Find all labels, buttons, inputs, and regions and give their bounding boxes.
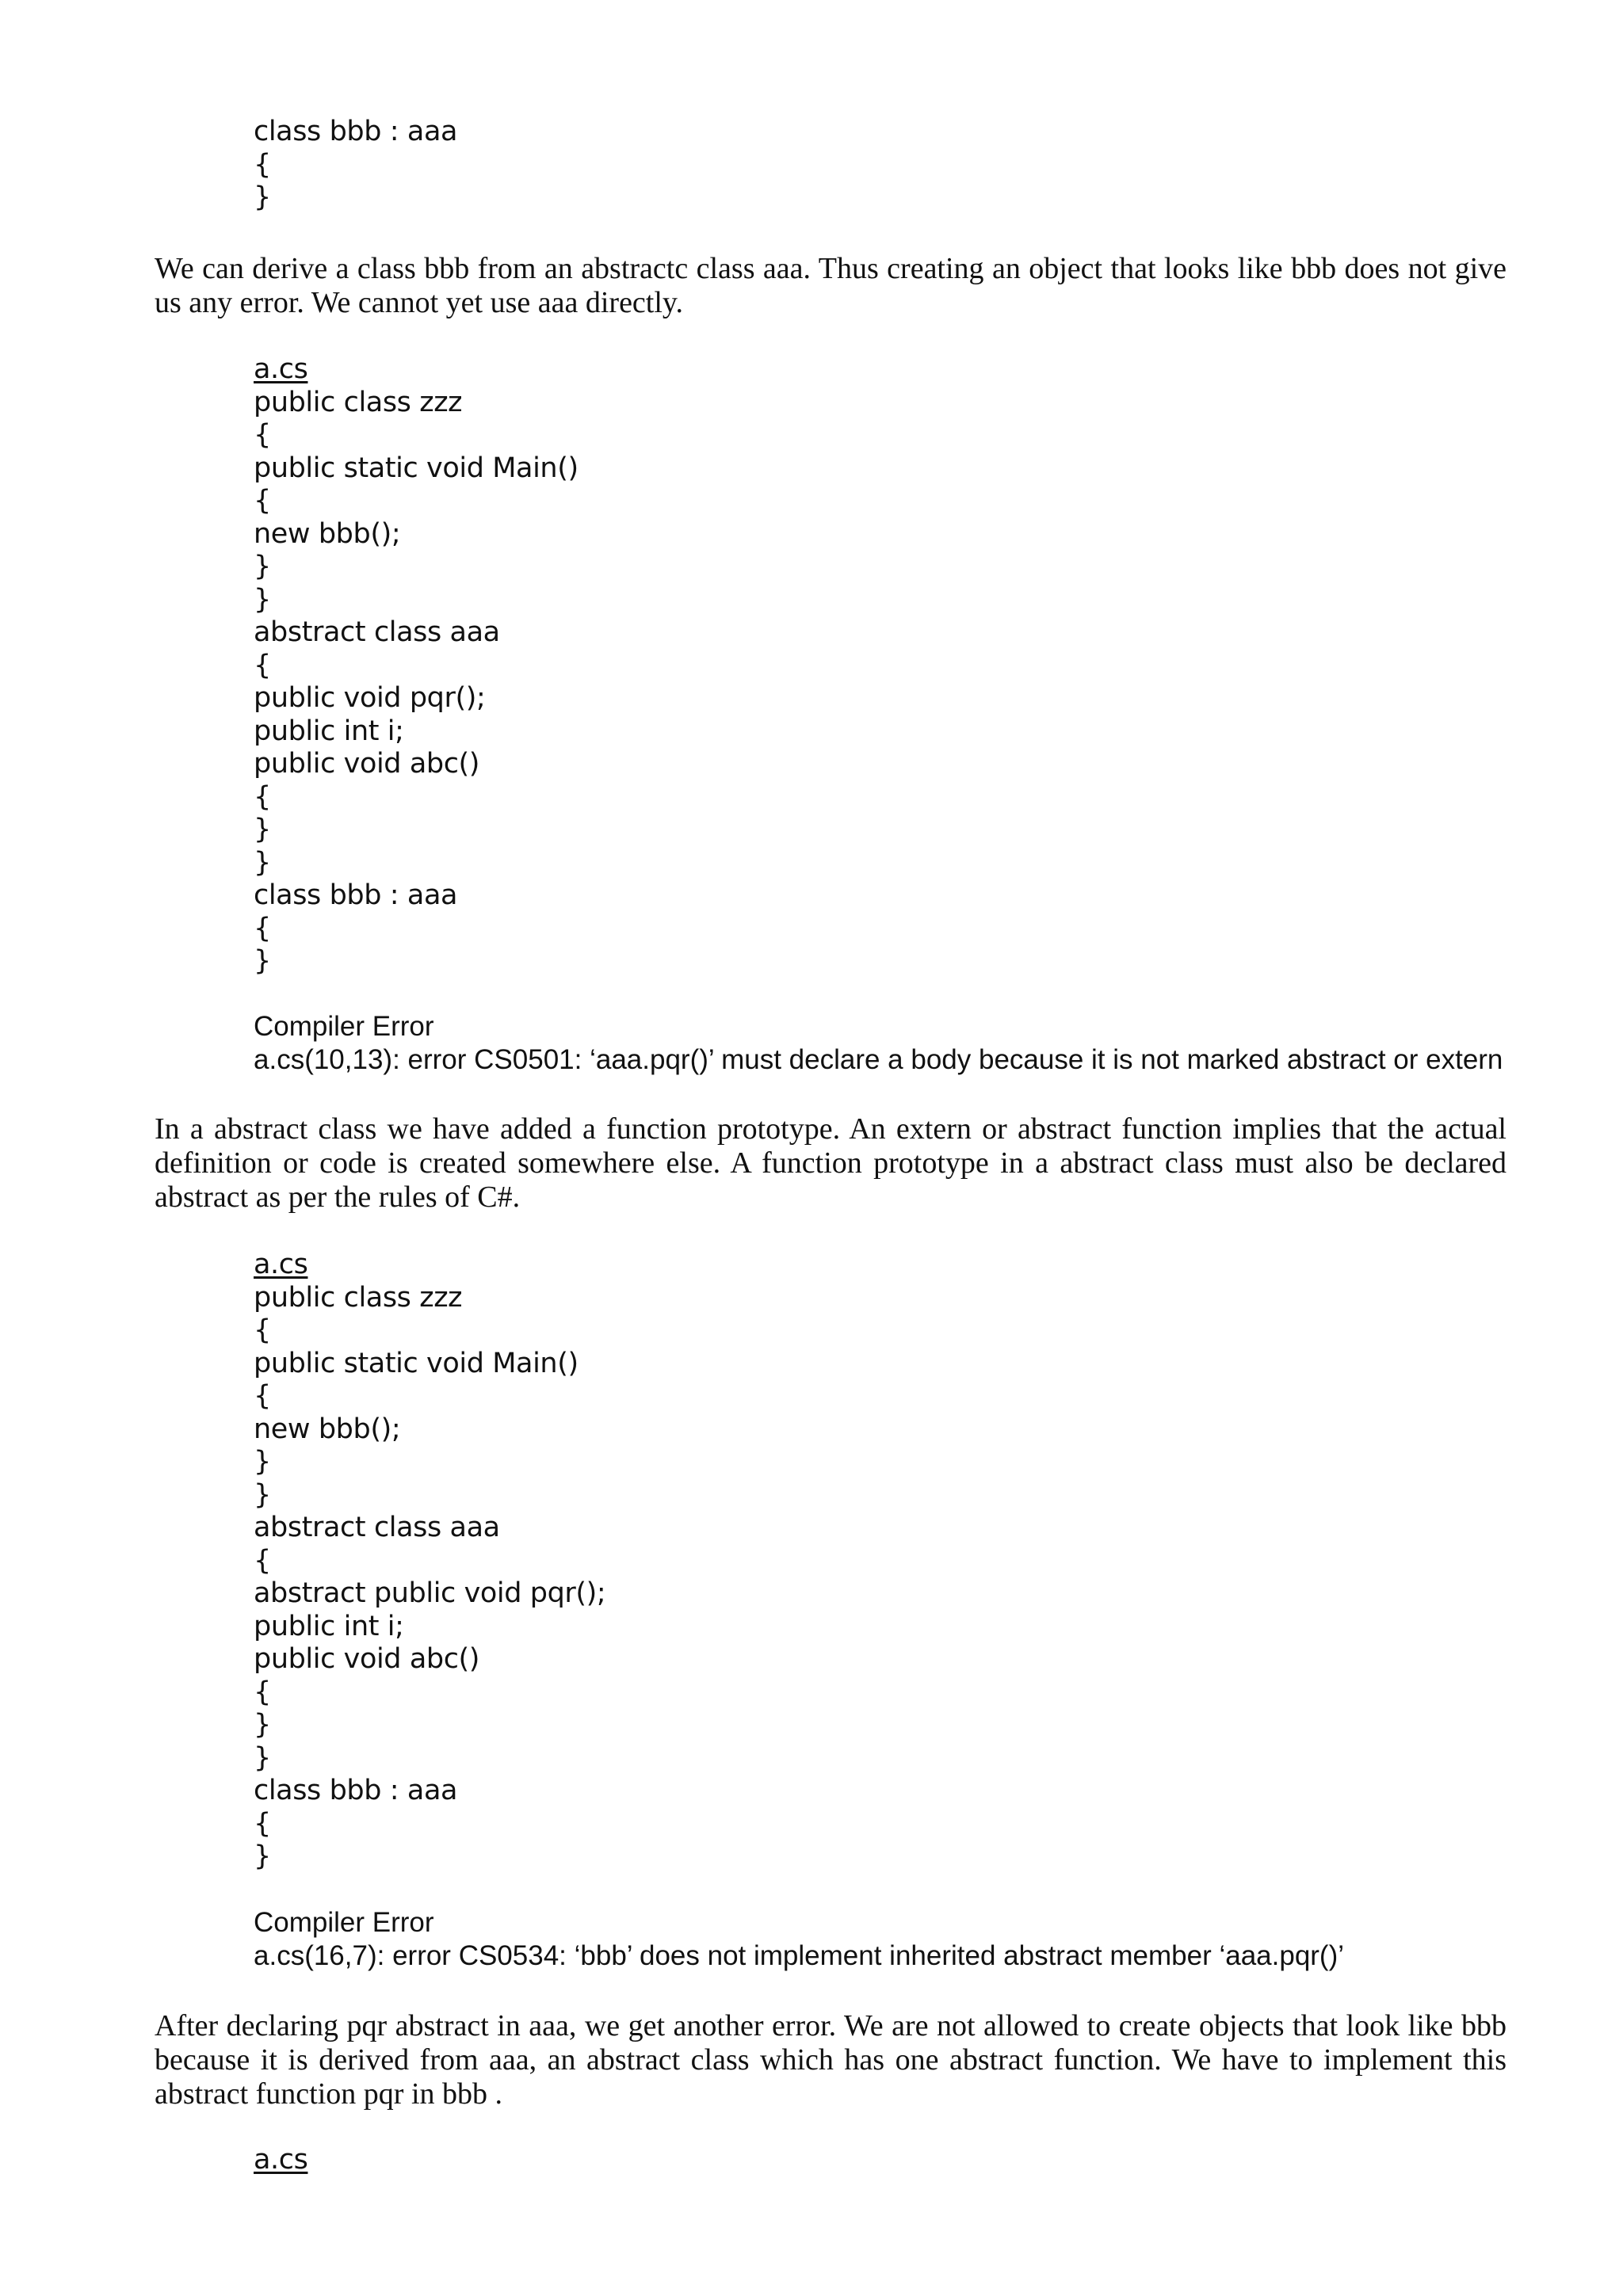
code-line: }: [254, 945, 271, 977]
code-line: {: [254, 1314, 271, 1346]
code-line: }: [254, 1741, 271, 1774]
code-line: abstract public void pqr();: [254, 1577, 606, 1609]
code-line: }: [254, 814, 271, 845]
code-line: public void abc(): [254, 1643, 480, 1675]
code-line: class bbb : aaa: [254, 116, 458, 147]
code-line: }: [254, 181, 271, 213]
code-line: abstract class aaa: [254, 616, 500, 648]
code-line: }: [254, 583, 271, 616]
code-line: public void abc(): [254, 748, 480, 780]
code-line: public int i;: [254, 1610, 404, 1642]
code-line: public class zzz: [254, 386, 463, 418]
compiler-error-message: a.cs(10,13): error CS0501: ‘aaa.pqr()’ must declare a body because it is not marked abstract or extern: [254, 1043, 1503, 1075]
code-line: public static void Main(): [254, 1347, 579, 1379]
code-block-3: [254, 1249, 605, 1874]
code-line: public static void Main(): [254, 452, 579, 484]
code-block-2: [254, 353, 579, 978]
code-line: {: [254, 148, 271, 181]
code-line: {: [254, 1676, 271, 1708]
code-line: {: [254, 780, 271, 813]
code-line: }: [254, 1709, 271, 1741]
compiler-error-message: a.cs(16,7): error CS0534: ‘bbb’ does not implement inherited abstract member ‘aaa.pqr()’: [254, 1939, 1345, 1971]
compiler-error-title: Compiler Error: [254, 1907, 434, 1938]
code-block-4: [254, 2144, 307, 2177]
file-label: a.cs: [254, 2144, 308, 2176]
file-label: a.cs: [254, 1249, 308, 1280]
paragraph-1: We can derive a class bbb from an abstractc class aaa. Thus creating an object that looks like bbb does not give us any error. We cannot yet use aaa directly.: [155, 252, 1507, 319]
code-line: abstract class aaa: [254, 1512, 500, 1543]
code-line: new bbb();: [254, 1413, 401, 1445]
code-line: public void pqr();: [254, 682, 486, 714]
code-line: }: [254, 846, 271, 879]
file-label: a.cs: [254, 353, 308, 385]
compiler-error-title: Compiler Error: [254, 1011, 434, 1042]
code-line: {: [254, 1807, 271, 1840]
code-line: {: [254, 649, 271, 681]
code-line: }: [254, 1840, 271, 1872]
code-line: class bbb : aaa: [254, 879, 458, 911]
code-line: public class zzz: [254, 1281, 463, 1314]
paragraph-2: In a abstract class we have added a function prototype. An extern or abstract function implies that the actual definition or code is created somewhere else. A function prototype in a abstract class must also be declared abstract as per the rules of C#.: [155, 1112, 1507, 1214]
code-line: {: [254, 912, 271, 944]
compiler-error-1: [254, 1010, 1503, 1076]
paragraph-3: After declaring pqr abstract in aaa, we get another error. We are not allowed to create objects that look like bbb because it is derived from aaa, an abstract class which has one abstract function. We have to implement this abstract function pqr in bbb .: [155, 2009, 1507, 2111]
code-block-1: [254, 116, 457, 215]
code-line: }: [254, 1478, 271, 1511]
code-line: {: [254, 1544, 271, 1577]
code-line: }: [254, 551, 271, 582]
compiler-error-2: [254, 1906, 1344, 1972]
code-line: public int i;: [254, 715, 404, 747]
code-line: {: [254, 1380, 271, 1412]
code-line: {: [254, 419, 271, 451]
code-line: class bbb : aaa: [254, 1775, 458, 1806]
code-line: }: [254, 1446, 271, 1478]
code-line: {: [254, 485, 271, 517]
code-line: new bbb();: [254, 517, 401, 550]
